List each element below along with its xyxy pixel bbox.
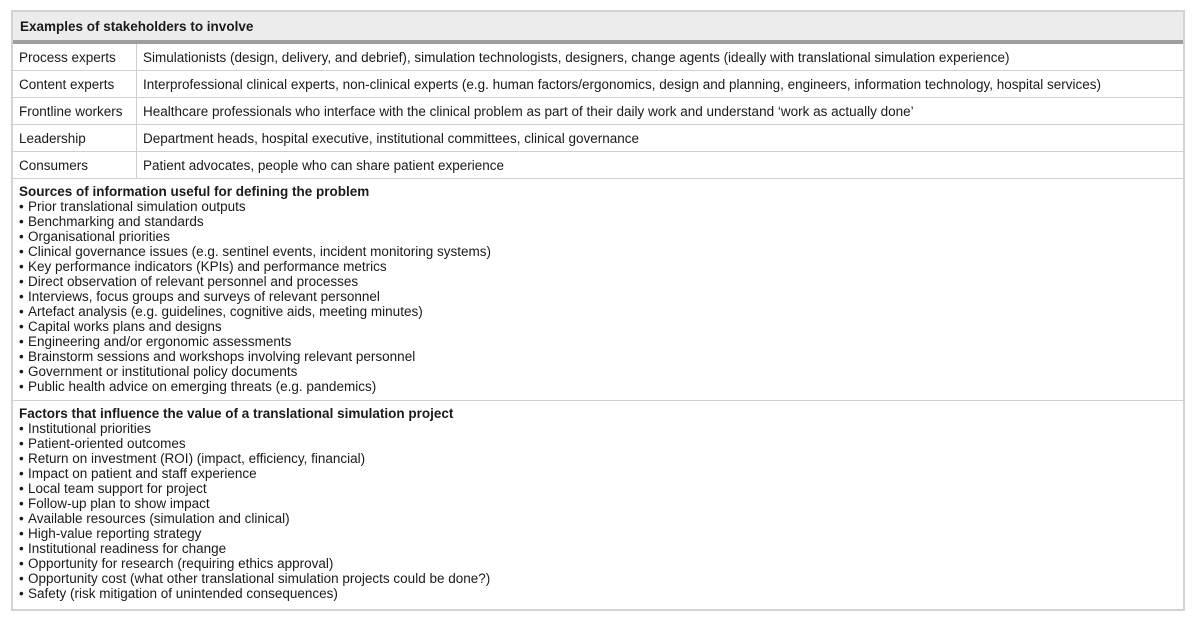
bullet-icon: • xyxy=(19,259,24,274)
list-item-text: Available resources (simulation and clinical) xyxy=(28,511,290,526)
bullet-icon: • xyxy=(19,511,24,526)
bullet-icon: • xyxy=(19,466,24,481)
list-item xyxy=(19,274,1183,289)
list-item xyxy=(19,349,1183,364)
bullet-icon: • xyxy=(19,349,24,364)
list-item-text: Public health advice on emerging threats (e.g. pandemics) xyxy=(28,379,377,394)
table-row xyxy=(13,98,1183,125)
stakeholder-examples: Interprofessional clinical experts, non-clinical experts (e.g. human factors/ergonomics, design and planning, engineers, information technology, hospital services) xyxy=(137,71,1184,98)
table-row xyxy=(13,152,1183,179)
stakeholder-rows xyxy=(13,44,1183,179)
list-item-text: Return on investment (ROI) (impact, efficiency, financial) xyxy=(28,451,366,466)
bullet-icon: • xyxy=(19,586,24,601)
list-item xyxy=(19,304,1183,319)
bullet-icon: • xyxy=(19,451,24,466)
list-item-text: Government or institutional policy documents xyxy=(28,364,298,379)
list-item-text: Capital works plans and designs xyxy=(28,319,222,334)
list-item-text: Opportunity cost (what other translational simulation projects could be done?) xyxy=(28,571,491,586)
bullet-icon: • xyxy=(19,334,24,349)
bullet-icon: • xyxy=(19,319,24,334)
sources-list xyxy=(19,199,1183,394)
stakeholder-role: Process experts xyxy=(13,44,137,71)
bullet-icon: • xyxy=(19,421,24,436)
list-item xyxy=(19,214,1183,229)
stakeholder-examples: Department heads, hospital executive, institutional committees, clinical governance xyxy=(137,125,1184,152)
bullet-icon: • xyxy=(19,304,24,319)
stakeholder-role: Frontline workers xyxy=(13,98,137,125)
list-item xyxy=(19,244,1183,259)
list-item-text: Local team support for project xyxy=(28,481,207,496)
bullet-icon: • xyxy=(19,364,24,379)
list-item-text: Institutional readiness for change xyxy=(28,541,227,556)
list-item-text: Patient-oriented outcomes xyxy=(28,436,186,451)
list-item xyxy=(19,466,1183,481)
list-item xyxy=(19,259,1183,274)
list-item xyxy=(19,229,1183,244)
stakeholder-role: Content experts xyxy=(13,71,137,98)
bullet-icon: • xyxy=(19,379,24,394)
bullet-icon: • xyxy=(19,244,24,259)
bullet-icon: • xyxy=(19,436,24,451)
bullet-icon: • xyxy=(19,526,24,541)
list-item-text: Prior translational simulation outputs xyxy=(28,199,246,214)
list-item xyxy=(19,511,1183,526)
list-item-text: Artefact analysis (e.g. guidelines, cognitive aids, meeting minutes) xyxy=(28,304,423,319)
list-item-text: Interviews, focus groups and surveys of relevant personnel xyxy=(28,289,380,304)
stakeholder-examples: Patient advocates, people who can share patient experience xyxy=(137,152,1184,179)
stakeholder-examples: Simulationists (design, delivery, and debrief), simulation technologists, designers, change agents (ideally with translational simulation experience) xyxy=(137,44,1184,71)
bullet-icon: • xyxy=(19,571,24,586)
list-item xyxy=(19,436,1183,451)
list-item xyxy=(19,451,1183,466)
list-item xyxy=(19,319,1183,334)
list-item-text: Institutional priorities xyxy=(28,421,152,436)
sources-title: Sources of information useful for defining the problem xyxy=(19,184,370,199)
list-item xyxy=(19,379,1183,394)
list-item xyxy=(19,496,1183,511)
list-item xyxy=(19,541,1183,556)
list-item xyxy=(19,421,1183,436)
bullet-icon: • xyxy=(19,214,24,229)
stakeholder-role: Consumers xyxy=(13,152,137,179)
list-item xyxy=(19,364,1183,379)
sources-section xyxy=(13,179,1183,401)
list-item-text: Clinical governance issues (e.g. sentinel events, incident monitoring systems) xyxy=(28,244,491,259)
list-item-text: High-value reporting strategy xyxy=(28,526,202,541)
list-item-text: Engineering and/or ergonomic assessments xyxy=(28,334,292,349)
stakeholder-table xyxy=(11,10,1185,611)
bullet-icon: • xyxy=(19,229,24,244)
stakeholder-role: Leadership xyxy=(13,125,137,152)
list-item-text: Brainstorm sessions and workshops involving relevant personnel xyxy=(28,349,416,364)
list-item-text: Benchmarking and standards xyxy=(28,214,204,229)
bullet-icon: • xyxy=(19,541,24,556)
list-item xyxy=(19,289,1183,304)
list-item-text: Organisational priorities xyxy=(28,229,170,244)
list-item-text: Follow-up plan to show impact xyxy=(28,496,210,511)
list-item-text: Opportunity for research (requiring ethics approval) xyxy=(28,556,334,571)
list-item-text: Direct observation of relevant personnel and processes xyxy=(28,274,359,289)
list-item xyxy=(19,481,1183,496)
bullet-icon: • xyxy=(19,496,24,511)
list-item xyxy=(19,526,1183,541)
list-item-text: Impact on patient and staff experience xyxy=(28,466,257,481)
list-item xyxy=(19,199,1183,214)
bullet-icon: • xyxy=(19,199,24,214)
list-item-text: Safety (risk mitigation of unintended consequences) xyxy=(28,586,338,601)
table-header xyxy=(13,12,1183,44)
stakeholder-examples: Healthcare professionals who interface with the clinical problem as part of their daily work and understand ‘work as actually done’ xyxy=(137,98,1184,125)
factors-section xyxy=(13,401,1183,607)
list-item xyxy=(19,571,1183,586)
table-row xyxy=(13,125,1183,152)
list-item xyxy=(19,586,1183,601)
list-item-text: Key performance indicators (KPIs) and performance metrics xyxy=(28,259,387,274)
table-row xyxy=(13,44,1183,71)
bullet-icon: • xyxy=(19,274,24,289)
table-row xyxy=(13,71,1183,98)
bullet-icon: • xyxy=(19,289,24,304)
bullet-icon: • xyxy=(19,556,24,571)
bullet-icon: • xyxy=(19,481,24,496)
list-item xyxy=(19,334,1183,349)
factors-title: Factors that influence the value of a translational simulation project xyxy=(19,406,454,421)
table-title: Examples of stakeholders to involve xyxy=(20,18,254,34)
list-item xyxy=(19,556,1183,571)
factors-list xyxy=(19,421,1183,601)
